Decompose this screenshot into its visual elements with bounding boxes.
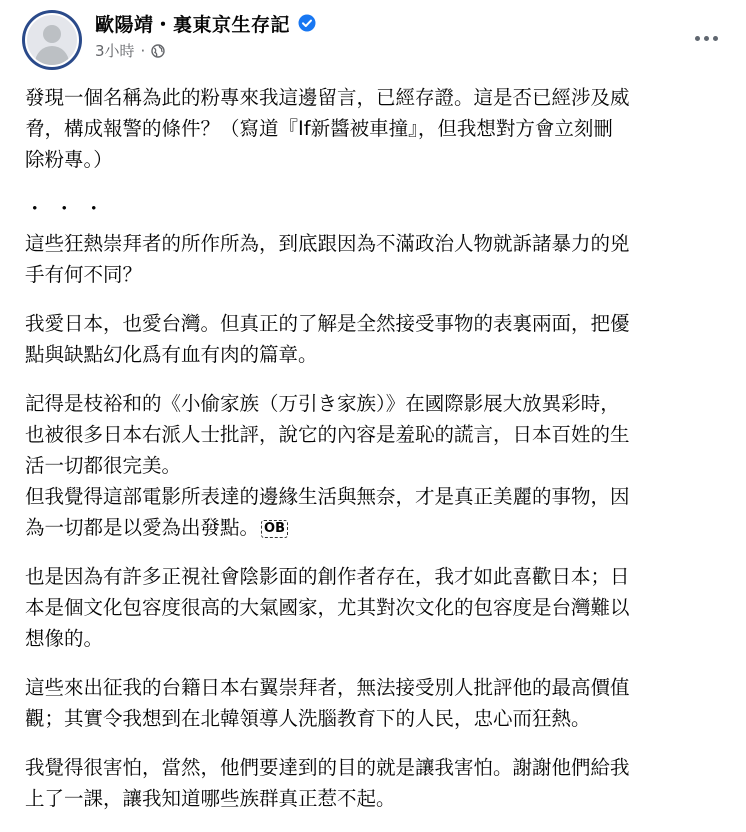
avatar[interactable] — [22, 10, 82, 70]
text-line: 本是個文化包容度很高的大氣國家，尤其對次文化的包容度是台灣難以 — [25, 596, 630, 619]
author-name[interactable]: 歐陽靖・裏東京生存記 — [95, 13, 291, 36]
ob-emoji-icon: OB — [261, 520, 288, 538]
globe-icon[interactable] — [151, 44, 165, 58]
separator-dots: ・・・ — [25, 197, 114, 220]
text-line: 記得是枝裕和的《小偷家族（万引き家族）》在國際影展大放異彩時， — [25, 392, 620, 415]
text-line: 活一切都很完美。 — [25, 454, 182, 477]
paragraph-5 — [25, 561, 730, 654]
author-line — [95, 10, 316, 36]
post-timestamp[interactable]: 3小時 — [95, 42, 135, 60]
text-line: 但我覺得這部電影所表達的邊緣生活與無奈，才是真正美麗的事物，因 — [25, 485, 630, 508]
text-line: 為一切都是以愛為出發點。 — [25, 516, 260, 539]
paragraph-4 — [25, 388, 730, 543]
text-line: 也是因為有許多正視社會陰影面的創作者存在，我才如此喜歡日本；日 — [25, 565, 630, 588]
verified-badge-icon — [298, 14, 316, 32]
post-header — [22, 10, 746, 70]
text-line-with-emoji — [25, 512, 730, 543]
text-line: 我覺得很害怕，當然，他們要達到的目的就是讓我害怕。謝謝他們給我 — [25, 756, 630, 779]
avatar-placeholder-icon — [25, 13, 79, 67]
text-line: 手有何不同？ — [25, 263, 143, 286]
text-line: 上了一課，讓我知道哪些族群真正惹不起。 — [25, 787, 396, 810]
text-line: 想像的。 — [25, 627, 104, 650]
paragraph-7 — [25, 752, 730, 814]
text-line: 除粉專。） — [25, 148, 113, 171]
paragraph-1 — [25, 82, 730, 175]
paragraph-3 — [25, 308, 730, 370]
text-line: 觀；其實令我想到在北韓領導人洗腦教育下的人民，忠心而狂熱。 — [25, 707, 591, 730]
text-line: 我愛日本，也愛台灣。但真正的了解是全然接受事物的表裏兩面，把優 — [25, 312, 630, 335]
paragraph-2 — [25, 228, 730, 290]
post-meta — [95, 40, 165, 61]
text-line: 脅，構成報警的條件？（寫道『If新醬被車撞』，但我想對方會立刻刪 — [25, 117, 613, 140]
text-line: 也被很多日本右派人士批評，說它的內容是羞恥的謊言，日本百姓的生 — [25, 423, 630, 446]
text-line: 點與缺點幻化爲有血有肉的篇章。 — [25, 343, 318, 366]
meta-separator: · — [140, 41, 146, 60]
post-body — [25, 82, 730, 832]
text-line: 這些狂熱崇拜者的所作所為，到底跟因為不滿政治人物就訴諸暴力的兇 — [25, 232, 630, 255]
paragraph-6 — [25, 672, 730, 734]
post-options-button[interactable] — [688, 26, 724, 50]
text-line: 這些來出征我的台籍日本右翼崇拜者，無法接受別人批評他的最高價值 — [25, 676, 630, 699]
more-horizontal-icon — [695, 36, 718, 41]
text-line: 發現一個名稱為此的粉專來我這邊留言，已經存證。這是否已經涉及威 — [25, 86, 630, 109]
